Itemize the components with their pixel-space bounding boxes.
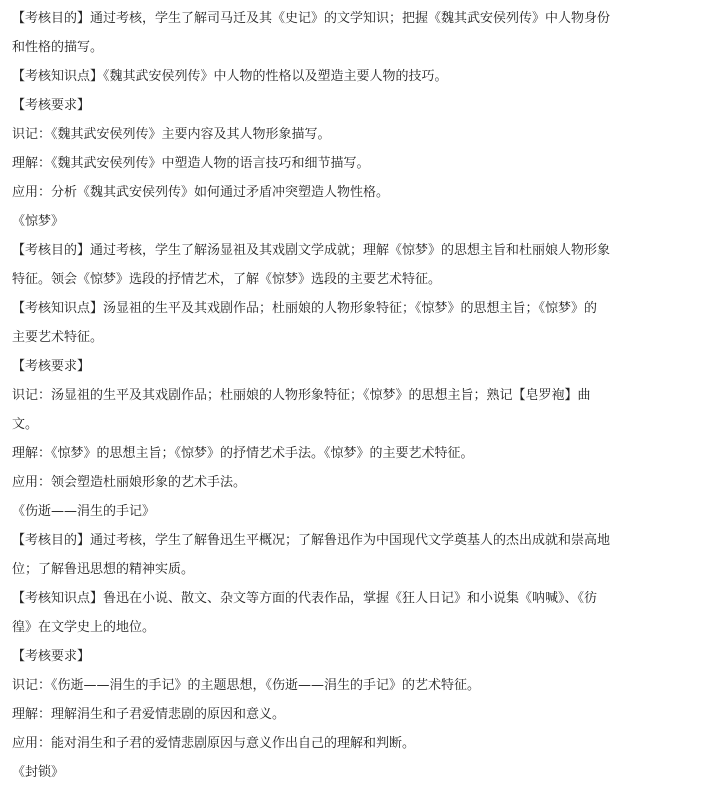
text-line: 位；了解鲁迅思想的精神实质。 [12,562,195,577]
text-line: 主要艺术特征。 [12,330,104,345]
document-body [12,4,704,787]
section-heading: 【考核要求】 [12,98,91,113]
text-line: 【考核知识点】鲁迅在小说、散文、杂文等方面的代表作品，掌握《狂人日记》和小说集《呐喊》、《彷 [12,591,598,606]
section-heading: 【考核要求】 [12,649,91,664]
text-line: 特征。领会《惊梦》选段的抒情艺术，了解《惊梦》选段的主要艺术特征。 [12,272,442,287]
text-line: 识记：《魏其武安侯列传》主要内容及其人物形象描写。 [12,127,331,142]
text-line: 应用：能对涓生和子君的爱情悲剧原因与意义作出自己的理解和判断。 [12,736,416,751]
text-line: 和性格的描写。 [12,40,104,55]
text-line: 【考核知识点】汤显祖的生平及其戏剧作品；杜丽娘的人物形象特征；《惊梦》的思想主旨；《惊梦》的 [12,301,598,316]
text-line: 理解：《魏其武安侯列传》中塑造人物的语言技巧和细节描写。 [12,156,370,171]
text-line: 徨》在文学史上的地位。 [12,620,156,635]
text-line: 应用：领会塑造杜丽娘形象的艺术手法。 [12,475,247,490]
text-line: 【考核目的】通过考核，学生了解汤显祖及其戏剧文学成就；理解《惊梦》的思想主旨和杜丽娘人物形象 [12,243,611,258]
work-title: 《伤逝——涓生的手记》 [12,504,156,519]
text-line: 【考核目的】通过考核，学生了解鲁迅生平概况；了解鲁迅作为中国现代文学奠基人的杰出成就和崇高地 [12,533,611,548]
section-heading: 【考核要求】 [12,359,91,374]
text-line: 理解：《惊梦》的思想主旨；《惊梦》的抒情艺术手法。《惊梦》的主要艺术特征。 [12,446,474,461]
text-line: 【考核目的】通过考核，学生了解司马迁及其《史记》的文学知识；把握《魏其武安侯列传》中人物身份 [12,11,611,26]
text-line: 理解：理解涓生和子君爱情悲剧的原因和意义。 [12,707,286,722]
text-line: 识记：汤显祖的生平及其戏剧作品；杜丽娘的人物形象特征；《惊梦》的思想主旨；熟记【皂罗袍】曲 [12,388,591,403]
text-line: 识记：《伤逝——涓生的手记》的主题思想，《伤逝——涓生的手记》的艺术特征。 [12,678,481,693]
work-title: 《惊梦》 [12,214,65,229]
text-line: 【考核知识点】《魏其武安侯列传》中人物的性格以及塑造主要人物的技巧。 [12,69,448,84]
text-line: 应用：分析《魏其武安侯列传》如何通过矛盾冲突塑造人物性格。 [12,185,390,200]
text-line: 文。 [12,417,39,432]
work-title: 《封锁》 [12,765,65,780]
